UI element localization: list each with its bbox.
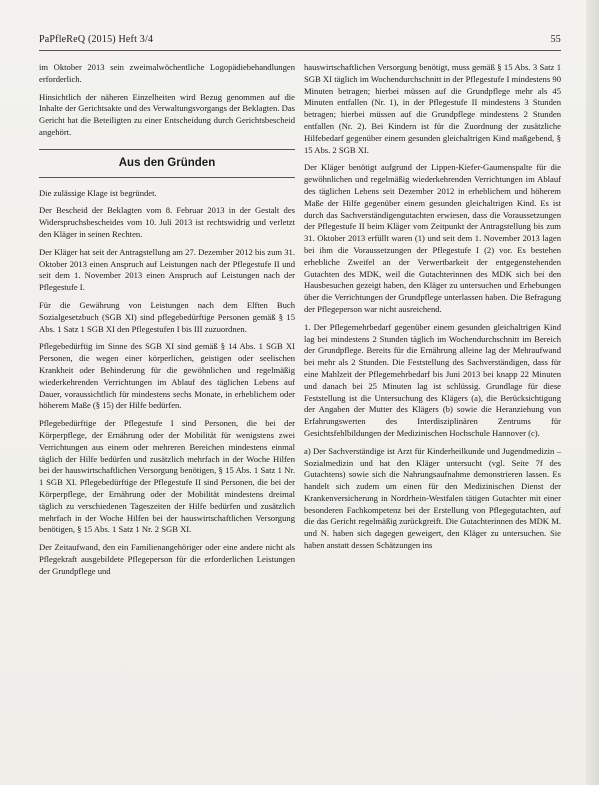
paragraph: Die zulässige Klage ist begründet. — [39, 187, 157, 198]
paragraph: Pflegebedürftig im Sinne des SGB XI sind gemäß § 14 Abs. 1 SGB XI Personen, die wegen einer körperlichen, geistigen oder seelischen Krankheit oder Behinderung für die gewöhnlichen und regelmäßig wiederkehrenden Verrichtungen im Ablauf des täglichen Lebens auf Dauer, voraussichtlich für mindestens sechs Monate, in erheblichem oder höherem Maße (§ 15) der Hilfe bedürfen. — [39, 341, 295, 411]
right-column — [304, 62, 561, 558]
paragraph: Pflegebedürftige der Pflegestufe I sind Personen, die bei der Körperpflege, der Ernährung oder der Mobilität für wenigstens zwei Verrichtungen aus einem oder mehreren Bereichen mindestens einmal täglich der Hilfe bedürfen und zusätzlich mehrfach in der Woche Hilfen bei der hauswirtschaftlichen Versorgung benötigen, § 15 Abs. 1 Satz 1 Nr. 1 SGB XI. Pflegebedürftige der Pflegestufe II sind Personen, die bei der Körperpflege, der Ernährung oder der Mobilität mindestens dreimal täglich zu verschiedenen Tageszeiten der Hilfe bedürfen und zusätzlich mehrfach in der Woche Hilfen bei der hauswirtschaftlichen Versorgung benötigen, § 15 Abs. 1 Satz 1 Nr. 2 SGB XI. — [39, 418, 295, 535]
paragraph: Der Bescheid der Beklagten vom 8. Februar 2013 in der Gestalt des Widerspruchsbescheides vom 10. Juli 2013 ist rechtswidrig und verletzt den Kläger in seinen Rechten. — [39, 205, 295, 239]
paragraph: a) Der Sachverständige ist Arzt für Kinderheilkunde und Jugendmedizin – Sozialmedizin und hat den Kläger untersucht (vgl. Seite 7f des Gutachtens) sowie sich die Nahrungsaufnahme demonstrieren lassen. Es handelt sich zudem um einen für den Medizinischen Dienst der Krankenversicherung in Nordrhein-Westfalen tätigen Gutachter mit einer besonderen Fachkompetenz bei der Erstellung von Pflegegutachten, auf die das Gericht regelmäßig zurückgreift. Die Gutachterinnen des MDK M. und N. haben sich dagegen geweigert, den Kläger zu untersuchen. Sie haben anstatt dessen Schätzungen ins — [304, 445, 561, 551]
page-header — [39, 34, 561, 50]
left-column — [39, 62, 295, 583]
paragraph: Für die Gewährung von Leistungen nach dem Elften Buch Sozialgesetzbuch (SGB XI) sind pflegebedürftige Personen gemäß § 15 Abs. 1 Satz 1 SGB XI den Pflegestufen I bis III zuzuordnen. — [39, 299, 295, 334]
paragraph: hauswirtschaftlichen Versorgung benötigt, muss gemäß § 15 Abs. 3 Satz 1 SGB XI täglich im Wochendurchschnitt in der Pflegestufe I mindestens 90 Minuten betragen; hierbei müssen auf die Grundpflege mehr als 45 Minuten entfallen (Nr. 1), in der Pflegestufe II mindestens 3 Stunden betragen; hierbei müssen auf die Grundpflege mindestens 2 Stunden entfallen (Nr. 2). Bei Kindern ist für die Zuordnung der zusätzliche Hilfebedarf gegenüber einem gesunden gleichaltrigen Kind maßgebend, § 15 Abs. 2 SGB XI. — [304, 62, 561, 155]
paragraph: 1. Der Pflegemehrbedarf gegenüber einem gesunden gleichaltrigen Kind lag bei mindestens 2 Stunden täglich im Wochendurchschnitt im Bereich der Grundpflege. Bereits für die Ernährung alleine lag der Mehraufwand bei mehr als 2 Stunden. Die Feststellung des Sachverständigen, dass für eine Mahlzeit der Pflegemehrbedarf bis Juni 2013 bei knapp 22 Minuten und danach bei 25 Minuten lag ist schlüssig. Grundlage für diese Feststellung ist die Untersuchung des Klägers (a), die Berücksichtigung der Angaben der Mutter des Klägers (b) sowie die Heranziehung von Erfahrungswerten des Interdisziplinären Zentrums für Gesichtsfehlbildungen der Medizinischen Hochschule Hannover (c). — [304, 321, 561, 438]
header-rule — [39, 50, 561, 51]
paragraph: Der Zeitaufwand, den ein Familienangehöriger oder eine andere nicht als Pflegekraft ausgebildete Pflegeperson für die erforderlichen Leistungen der Grundpflege und — [39, 542, 295, 576]
section-rule-bottom — [39, 177, 295, 178]
paragraph: Hinsichtlich der näheren Einzelheiten wird Bezug genommen auf die Inhalte der Gerichtsakte und des Verwaltungsvorgangs der Beklagten. Das Gericht hat die Beteiligten zu einer Entscheidung durch Gerichtsbescheid angehört. — [39, 91, 295, 137]
paragraph: Der Kläger hat seit der Antragstellung am 27. Dezember 2012 bis zum 31. Oktober 2013 einen Anspruch auf Leistungen nach der Pflegestufe II und seit dem 1. November 2013 einen Anspruch auf Leistungen nach der Pflegestufe I. — [39, 246, 295, 293]
journal-title: PaPfleReQ (2015) Heft 3/4 — [39, 34, 154, 45]
page-number: 55 — [550, 34, 561, 45]
paragraph: im Oktober 2013 sein zweimalwöchentliche Logopädiebehandlungen erforderlich. — [39, 62, 295, 84]
paragraph: Der Kläger benötigt aufgrund der Lippen-Kiefer-Gaumenspalte für die gewöhnlichen und regelmäßig wiederkehrenden Verrichtungen im Ablauf des täglichen Lebens seit Dezember 2012 in erheblichem und höherem Maße der Hilfe gegenüber einem gesunden gleichaltrigen Kind. Es ist durch das Sachverständigengutachten erwiesen, dass die Voraussetzungen der Pflegestufe II beim Kläger vom Zeitpunkt der Antragstellung bis zum 31. Oktober 2013 erfüllt waren (1) und seit dem 1. November 2013 lagen bei ihm die Voraussetzungen der Pflegestufe I (2) vor. Es bestehen erhebliche Zweifel an der Verwertbarkeit der entgegenstehenden Gutachten des MDK, weil die Gutachterinnen des MDK sich bei den Hausbesuchen gezeigt haben, den Kläger zu untersuchen und Erhebungen über die Verrichtungen der Grundpflege unterlassen haben. Die Befragung der Pflegeperson war nicht ausreichend. — [304, 162, 561, 314]
section-heading: Aus den Gründen — [118, 156, 216, 169]
page-edge-shadow — [586, 0, 599, 785]
